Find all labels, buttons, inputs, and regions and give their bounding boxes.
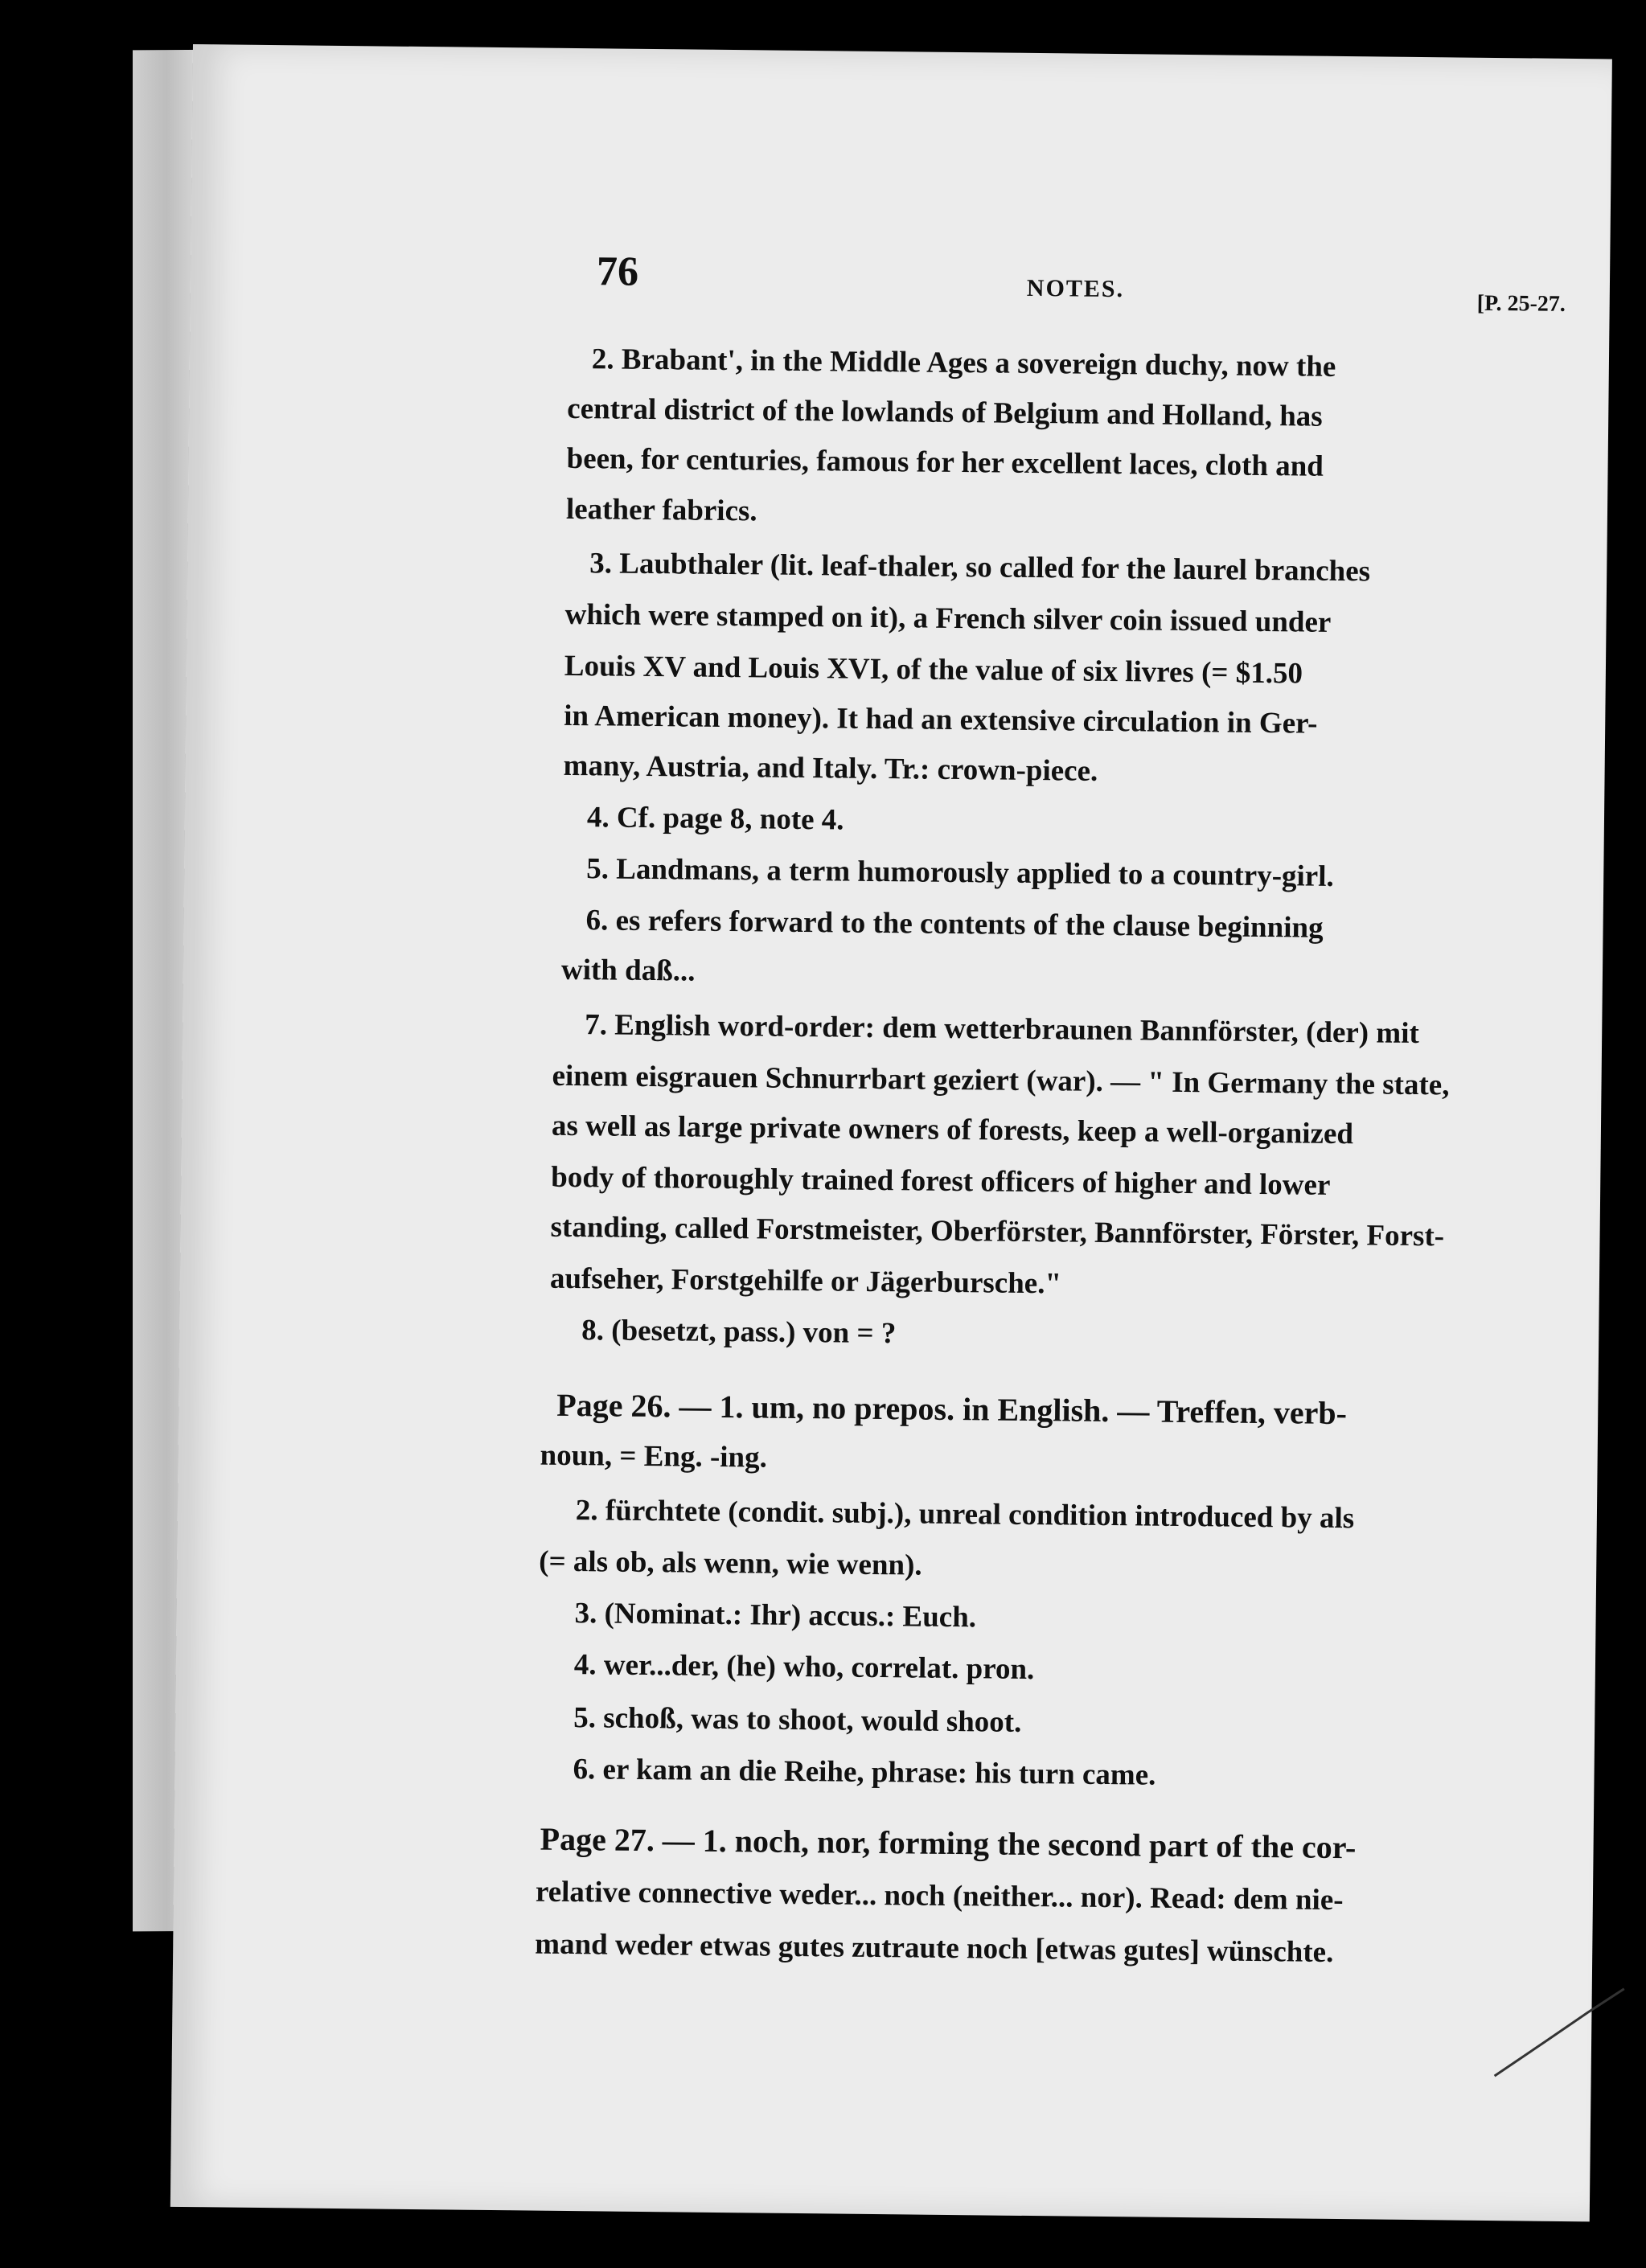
note-line: 8. (besetzt, pass.) von = ? [581,1314,897,1351]
note-line: many, Austria, and Italy. Tr.: crown-piece. [563,748,1098,788]
note-line: (= als ob, als wenn, wie wenn). [539,1544,922,1582]
note-line: with daß... [560,953,696,988]
book-page [170,44,1612,2221]
note-line: Louis XV and Louis XVI, of the value of six livres (= $1.50 [564,649,1303,691]
note-line: 3. Laubthaler (lit. leaf-thaler, so called for the laurel branches [589,547,1371,589]
running-title: NOTES. [1026,274,1125,303]
note-line: as well as large private owners of forests, keep a well-organized [551,1109,1354,1151]
note-line: Page 27. — 1. noch, nor, forming the second part of the cor- [540,1820,1357,1866]
note-line: 4. Cf. page 8, note 4. [586,801,844,837]
note-line: 3. (Nominat.: Ihr) accus.: Euch. [574,1597,977,1634]
note-line: 7. English word-order: dem wetterbraunen Bannförster, (der) mit [585,1008,1420,1051]
note-line: 5. Landmans, a term humorously applied to a country-girl. [586,852,1334,893]
note-line: 2. fürchtete (condit. subj.), unreal condition introduced by als [575,1494,1355,1536]
note-line: in American money). It had an extensive circulation in Ger- [564,699,1318,740]
note-line: central district of the lowlands of Belgium and Holland, has [567,392,1323,433]
note-line: 4. wer...der, (he) who, correlat. pron. [573,1648,1035,1687]
note-line: relative connective weder... noch (neither... nor). Read: dem nie- [535,1875,1344,1917]
note-line: 2. Brabant', in the Middle Ages a sovereign duchy, now the [591,342,1336,383]
note-line: mand weder etwas gutes zutraute noch [etwas gutes] wünschte. [535,1927,1334,1969]
page-range: [P. 25-27. [1476,290,1566,317]
note-line: einem eisgrauen Schnurrbart geziert (war). — " In Germany the state, [552,1059,1450,1102]
note-line: leather fabrics. [565,492,757,528]
note-line: been, for centuries, famous for her excellent laces, cloth and [566,441,1324,483]
note-line: 5. schoß, was to shoot, would shoot. [573,1701,1022,1739]
note-line: 6. er kam an die Reihe, phrase: his turn came. [573,1753,1156,1792]
note-line: noun, = Eng. -ing. [540,1438,768,1474]
note-line: body of thoroughly trained forest officers of higher and lower [551,1160,1331,1202]
note-line: standing, called Forstmeister, Oberförster, Bannförster, Förster, Forst- [550,1210,1445,1253]
note-line: which were stamped on it), a French silver coin issued under [564,597,1332,639]
pencil-stroke-mark [1491,1983,1636,2081]
page-number: 76 [596,248,639,295]
note-line: 6. es refers forward to the contents of the clause beginning [585,904,1324,945]
note-line: Page 26. — 1. um, no prepos. in English. — Treffen, verb- [556,1386,1348,1432]
note-line: aufseher, Forstgehilfe or Jägerbursche." [549,1261,1062,1301]
